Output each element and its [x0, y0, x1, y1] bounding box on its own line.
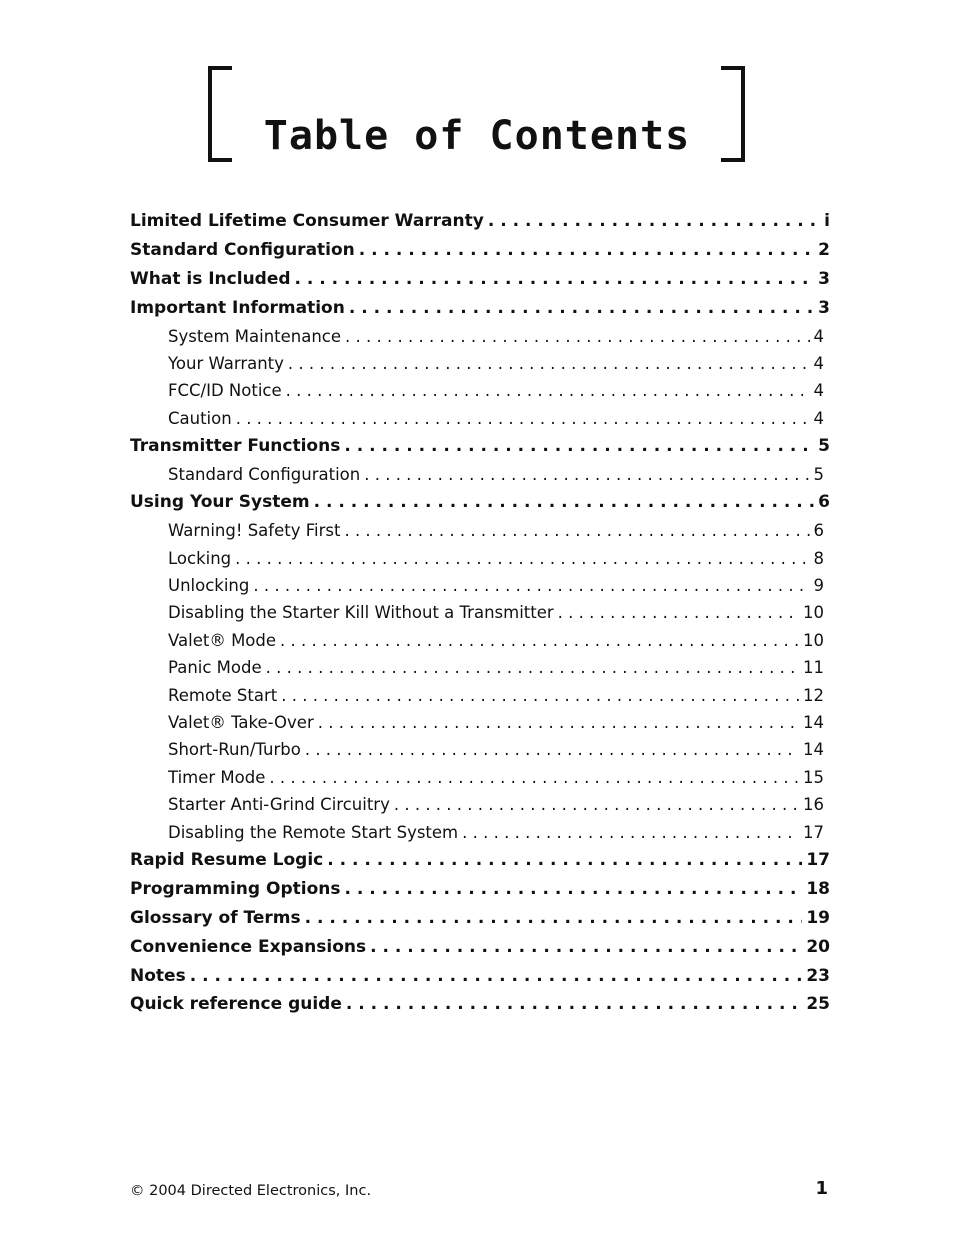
dot-leader [364, 461, 809, 488]
toc-subentry [130, 736, 830, 763]
toc-entry-page: 4 [813, 326, 824, 346]
dot-leader [344, 875, 802, 904]
dot-leader [288, 350, 810, 377]
dot-leader [394, 791, 799, 818]
dot-leader [359, 236, 814, 265]
toc-entry-label: Warning! Safety First [168, 521, 341, 541]
toc-subentry [130, 654, 830, 681]
toc-entry-page: 14 [803, 713, 824, 733]
dot-leader [305, 904, 803, 933]
toc-entry-label: Using Your System [130, 492, 310, 513]
toc-entry [130, 875, 830, 904]
dot-leader [349, 294, 814, 323]
toc-entry-label: Limited Lifetime Consumer Warranty [130, 211, 484, 231]
toc-entry-page: 8 [813, 548, 824, 568]
dot-leader [190, 962, 803, 991]
toc-entry-label: Important Information [130, 297, 345, 318]
toc-entry-label: Timer Mode [168, 767, 266, 787]
toc-entry-page: 16 [803, 795, 824, 815]
toc-entry-page: 3 [818, 268, 830, 289]
toc-entry-page: 20 [806, 936, 830, 957]
toc-subentry [130, 599, 830, 626]
copyright-notice: © 2004 Directed Electronics, Inc. [130, 1183, 372, 1199]
toc-entry-label: Valet® Take-Over [168, 713, 314, 733]
dot-leader [370, 933, 802, 962]
toc-entry-label: Short-Run/Turbo [168, 740, 301, 760]
toc-entry-page: 19 [806, 907, 830, 928]
toc-subentry [130, 350, 830, 377]
toc-entry-label: Convenience Expansions [130, 936, 367, 957]
toc-subentry [130, 682, 830, 709]
toc-entry-page: 6 [813, 521, 824, 541]
toc-subentry [130, 461, 830, 488]
toc-entry-page: 3 [818, 297, 830, 318]
dot-leader [488, 207, 820, 236]
toc-subentry [130, 545, 830, 572]
toc-entry [130, 207, 830, 236]
dot-leader [295, 265, 815, 294]
toc-entry [130, 962, 830, 991]
toc-entry-page: 25 [806, 994, 830, 1015]
dot-leader [558, 599, 799, 626]
toc-entry-label: Standard Configuration [130, 239, 355, 260]
dot-leader [280, 627, 799, 654]
dot-leader [269, 764, 799, 791]
dot-leader [266, 654, 799, 681]
toc-entry-label: Caution [168, 408, 232, 428]
toc-entry-label: Starter Anti-Grind Circuitry [168, 795, 390, 815]
toc-entry-label: Notes [130, 965, 186, 986]
toc-entry [130, 432, 830, 461]
dot-leader [236, 405, 810, 432]
dot-leader [346, 990, 802, 1019]
toc-entry [130, 236, 830, 265]
toc-subentry [130, 764, 830, 791]
toc-subentry [130, 517, 830, 544]
dot-leader [314, 488, 815, 517]
toc-entry-label: System Maintenance [168, 326, 342, 346]
dot-leader [318, 709, 799, 736]
toc-entry [130, 904, 830, 933]
toc-entry-label: Glossary of Terms [130, 907, 301, 928]
toc-entry-page: 14 [803, 740, 824, 760]
table-of-contents [130, 207, 830, 1019]
toc-entry [130, 294, 830, 323]
toc-subentry [130, 819, 830, 846]
dot-leader [253, 572, 809, 599]
dot-leader [327, 846, 802, 875]
toc-entry-label: Quick reference guide [130, 994, 342, 1015]
toc-entry-page: 15 [803, 767, 824, 787]
toc-entry-page: 10 [803, 630, 824, 650]
toc-entry-page: 4 [813, 381, 824, 401]
toc-entry-page: 9 [813, 576, 824, 596]
toc-entry-label: What is Included [130, 268, 291, 289]
toc-entry-page: 23 [806, 965, 830, 986]
dot-leader [462, 819, 799, 846]
toc-entry-page: 11 [803, 658, 824, 678]
toc-entry-label: Panic Mode [168, 658, 262, 678]
toc-entry [130, 488, 830, 517]
toc-entry-page: 17 [806, 849, 830, 870]
toc-entry-page: 4 [813, 353, 824, 373]
page-title: Table of Contents [263, 112, 691, 159]
toc-entry [130, 846, 830, 875]
toc-entry-label: FCC/ID Notice [168, 381, 282, 401]
toc-entry-label: Valet® Mode [168, 630, 277, 650]
dot-leader [305, 736, 799, 763]
title-bracket-right [721, 66, 745, 162]
toc-entry-label: Programming Options [130, 878, 341, 899]
toc-subentry [130, 405, 830, 432]
toc-entry-page: 12 [803, 685, 824, 705]
toc-entry [130, 265, 830, 294]
dot-leader [345, 323, 809, 350]
toc-entry-label: Rapid Resume Logic [130, 849, 324, 870]
toc-subentry [130, 627, 830, 654]
toc-entry-page: 2 [818, 239, 830, 260]
dot-leader [344, 432, 814, 461]
toc-entry-label: Disabling the Starter Kill Without a Transmitter [168, 603, 554, 623]
toc-subentry [130, 377, 830, 404]
toc-entry-page: 5 [818, 436, 830, 457]
toc-subentry [130, 323, 830, 350]
toc-entry-page: 4 [813, 408, 824, 428]
toc-entry-page: 10 [803, 603, 824, 623]
toc-entry [130, 990, 830, 1019]
dot-leader [281, 682, 799, 709]
toc-entry-page: i [824, 211, 830, 231]
toc-entry-label: Locking [168, 548, 232, 568]
toc-entry-page: 5 [813, 465, 824, 485]
toc-entry-label: Unlocking [168, 576, 250, 596]
toc-entry-label: Standard Configuration [168, 465, 361, 485]
toc-entry-label: Remote Start [168, 685, 278, 705]
dot-leader [235, 545, 809, 572]
page-number: 1 [815, 1178, 828, 1199]
dot-leader [286, 377, 810, 404]
toc-entry-page: 17 [803, 822, 824, 842]
toc-entry-label: Transmitter Functions [130, 436, 341, 457]
toc-entry-page: 6 [818, 492, 830, 513]
title-bracket-left [208, 66, 232, 162]
toc-entry-page: 18 [806, 878, 830, 899]
toc-subentry [130, 709, 830, 736]
dot-leader [344, 517, 809, 544]
toc-entry [130, 933, 830, 962]
toc-subentry [130, 572, 830, 599]
toc-entry-label: Disabling the Remote Start System [168, 822, 459, 842]
toc-subentry [130, 791, 830, 818]
toc-entry-label: Your Warranty [168, 353, 284, 373]
